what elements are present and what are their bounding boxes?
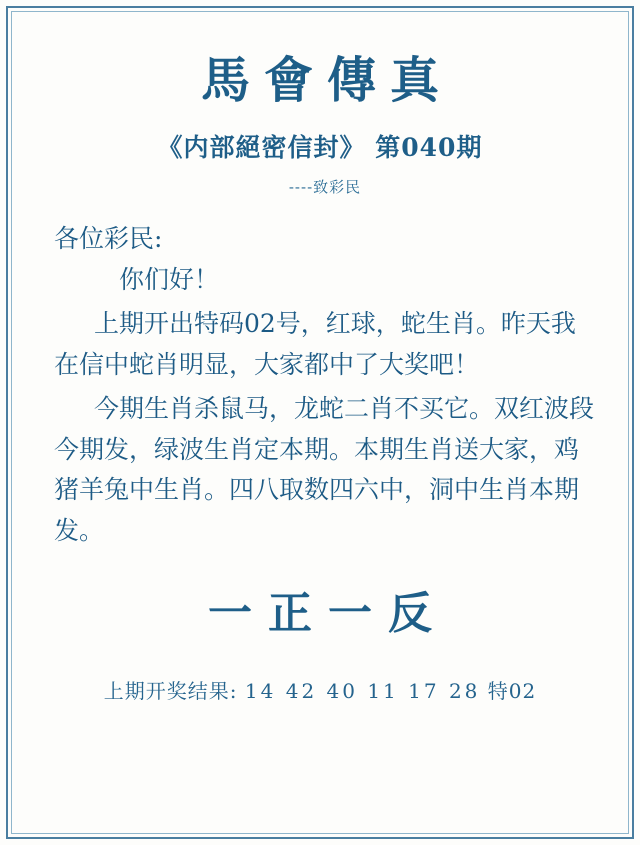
page-title: 馬會傳真	[200, 51, 453, 109]
letter-body	[18, 219, 622, 551]
issue-number: 第040期	[375, 133, 483, 162]
slogan: 一正一反	[208, 588, 448, 639]
result-numbers: 14 42 40 11 17 28	[244, 679, 481, 703]
result-label: 上期开奖结果:	[103, 679, 238, 703]
result-special-number: 特02	[487, 679, 537, 703]
document-subtitle	[18, 128, 622, 164]
subtitle-bracket-text: 《内部絕密信封》	[157, 133, 366, 162]
paragraph-1: 上期开出特码02号，红球，蛇生肖。昨天我在信中蛇肖明显，大家都中了大奖吧！	[54, 309, 576, 379]
document-tagline: ----致彩民	[288, 178, 362, 196]
greeting: 你们好！	[119, 264, 220, 294]
previous-draw-result	[18, 675, 622, 704]
salutation: 各位彩民:	[54, 224, 163, 253]
document-content	[18, 18, 622, 827]
paragraph-2: 今期生肖杀鼠马，龙蛇二肖不买它。双红波段今期发，绿波生肖定本期。本期生肖送大家，鸡猪羊兔中生肖。四八取数四六中，洞中生肖本期发。	[54, 394, 595, 545]
